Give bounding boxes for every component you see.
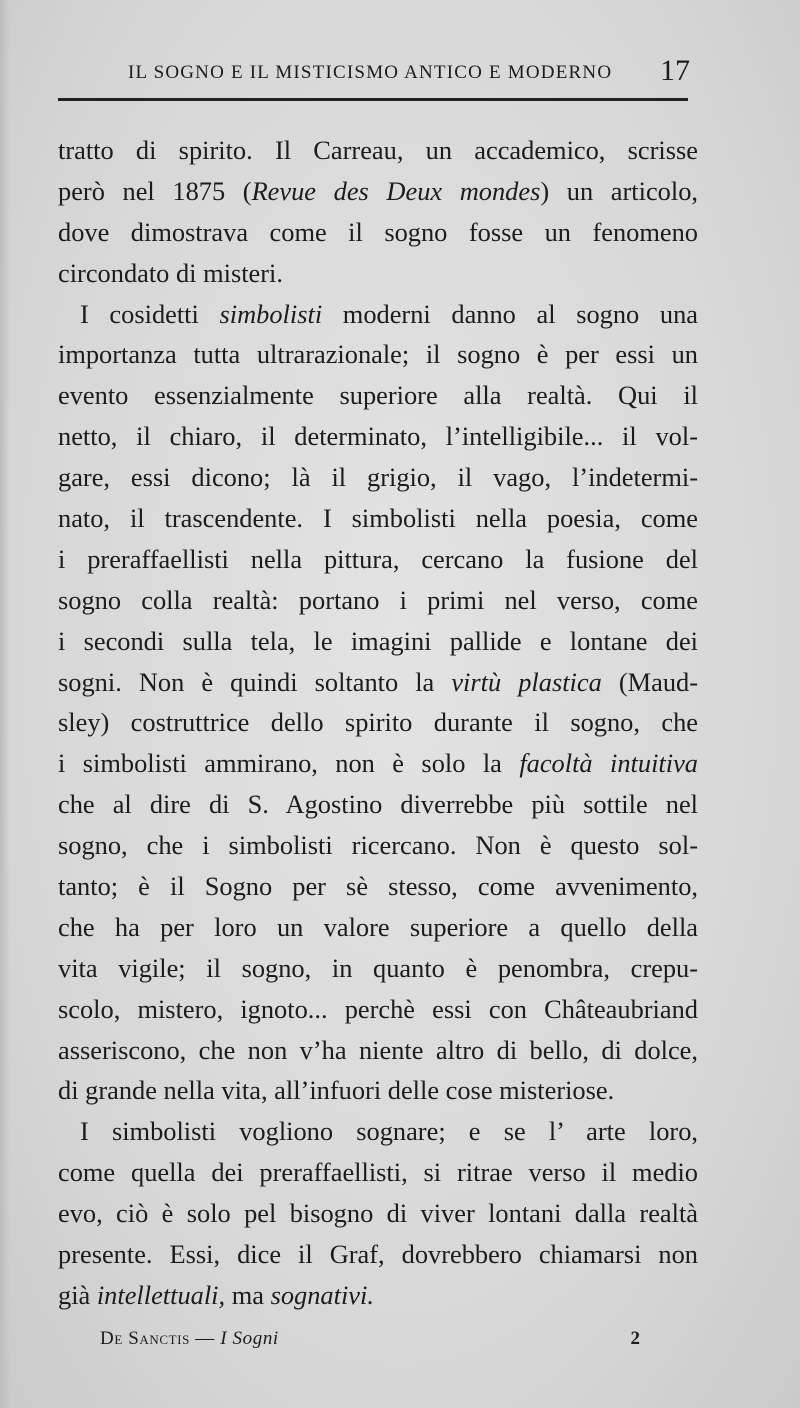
italic-term: virtù plastica	[451, 666, 602, 697]
text-line: scolo, mistero, ignoto... perchè essi con Châteaubriand	[58, 993, 698, 1024]
text-line: netto, il chiaro, il determinato, l’intelligibile... il vol-	[58, 421, 698, 452]
signature-mark: 2	[630, 1328, 640, 1349]
italic-term: facoltà intuitiva	[519, 748, 698, 779]
page-number: 17	[660, 54, 690, 87]
text-line: i preraffaellisti nella pittura, cercano la fusione del	[58, 543, 698, 574]
paragraph-start-line: I cosidetti simbolisti moderni danno al sogno una	[80, 298, 698, 329]
text-line: gare, essi dicono; là il grigio, il vago, l’indetermi-	[58, 462, 698, 493]
text-line: presente. Essi, dice il Graf, dovrebbero chiamarsi non	[58, 1239, 698, 1270]
text-line: tanto; è il Sogno per sè stesso, come avvenimento,	[58, 871, 698, 902]
text-line: di grande nella vita, all’infuori delle cose misteriose.	[58, 1075, 615, 1106]
footer-author: De Sanctis	[100, 1328, 190, 1349]
text-line: evento essenzialmente superiore alla realtà. Qui il	[58, 380, 698, 411]
text-line: come quella dei preraffaellisti, si ritrae verso il medio	[58, 1157, 698, 1188]
italic-term: sognativi.	[270, 1279, 374, 1310]
text-line: i secondi sulla tela, le imagini pallide e lontane dei	[58, 625, 698, 656]
header-rule	[58, 98, 688, 101]
text-line: circondato di misteri.	[58, 257, 283, 288]
text-line: sogno colla realtà: portano i primi nel verso, come	[58, 584, 698, 615]
text-line: sogni. Non è quindi soltanto la virtù plastica (Maud-	[58, 666, 698, 697]
text-line: evo, ciò è solo pel bisogno di viver lontani dalla realtà	[58, 1198, 698, 1229]
text-line: già intellettuali, ma sognativi.	[58, 1279, 374, 1310]
italic-term: simbolisti	[219, 298, 323, 329]
italic-term: intellettuali,	[96, 1279, 226, 1310]
running-title: IL SOGNO E IL MISTICISMO ANTICO E MODERNO	[128, 62, 613, 83]
text-line: i simbolisti ammirano, non è solo la facoltà intuitiva	[58, 748, 698, 779]
text-line: sogno, che i simbolisti ricercano. Non è questo sol-	[58, 830, 698, 861]
text-line: nato, il trascendente. I simbolisti nella poesia, come	[58, 503, 698, 534]
text-line: però nel 1875 (Revue des Deux mondes) un articolo,	[58, 175, 698, 206]
footer-separator: —	[189, 1328, 221, 1349]
running-head	[58, 54, 690, 92]
footer-book-title: I Sogni	[220, 1328, 279, 1349]
footer-signature-line	[100, 1328, 279, 1350]
text-line: vita vigile; il sogno, in quanto è penombra, crepu-	[58, 952, 698, 983]
body-text	[58, 130, 698, 1316]
text-line: che al dire di S. Agostino diverrebbe più sottile nel	[58, 789, 698, 820]
text-line: asseriscono, che non v’ha niente altro di bello, di dolce,	[58, 1034, 698, 1065]
text-line: importanza tutta ultrarazionale; il sogno è per essi un	[58, 339, 698, 370]
text-line: tratto di spirito. Il Carreau, un accademico, scrisse	[58, 135, 698, 165]
text-line: dove dimostrava come il sogno fosse un fenomeno	[58, 216, 698, 247]
italic-title: Revue des Deux mondes	[251, 175, 541, 206]
text-line: sley) costruttrice dello spirito durante il sogno, che	[58, 707, 698, 738]
paragraph-start-line: I simbolisti vogliono sognare; e se l’ arte loro,	[80, 1116, 698, 1147]
text-line: che ha per loro un valore superiore a quello della	[58, 911, 698, 942]
